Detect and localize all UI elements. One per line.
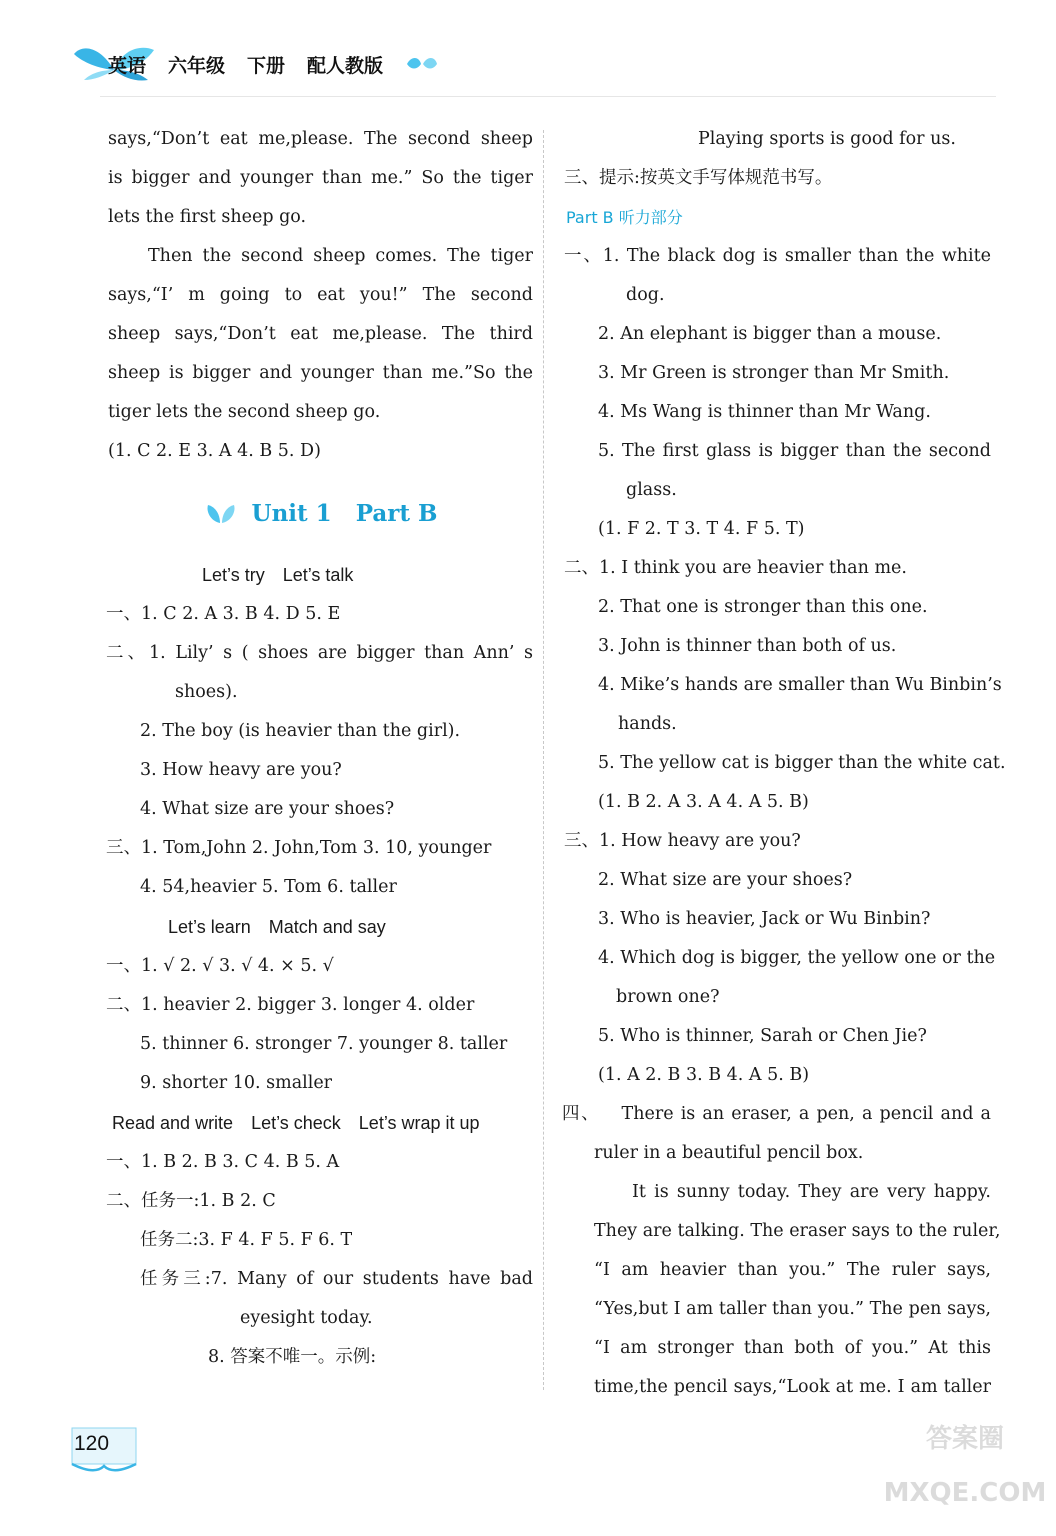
answer-line: 任务三:7. Many of our students have bad xyxy=(140,1269,533,1289)
section-label: Let’s check xyxy=(251,1113,341,1133)
watermark xyxy=(880,1412,1050,1530)
answer-line: 2. What size are your shoes? xyxy=(598,870,853,890)
answer-line: (1. F 2. T 3. T 4. F 5. T) xyxy=(598,519,805,539)
header-volume: 下册 xyxy=(247,54,286,77)
answer-line: 二、任务一:1. B 2. C xyxy=(106,1191,276,1211)
section-label: Let’s wrap it up xyxy=(358,1113,480,1133)
answer-line: 3. How heavy are you? xyxy=(140,760,342,780)
section-label: Match and say xyxy=(268,917,386,937)
answer-line: 4. What size are your shoes? xyxy=(140,799,395,819)
answer-line: 二、1. Lily’ s ( shoes are bigger than Ann’ s xyxy=(106,643,533,663)
answer-line: hands. xyxy=(618,714,677,734)
story-line: lets the first sheep go. xyxy=(108,207,307,227)
answer-line: 任务二:3. F 4. F 5. F 6. T xyxy=(140,1230,353,1250)
part-b-heading: Part B 听力部分 xyxy=(566,208,683,227)
answer-line: 4. 54,heavier 5. Tom 6. taller xyxy=(140,877,397,897)
story-line: is bigger and younger than me.” So the tiger xyxy=(108,168,533,188)
right-column xyxy=(562,120,1006,1407)
answer-line: 一、1. √ 2. √ 3. √ 4. × 5. √ xyxy=(106,956,334,976)
section-heading-read-write xyxy=(112,1103,533,1143)
answer-line: 一、1. B 2. B 3. C 4. B 5. A xyxy=(106,1152,340,1172)
section-heading-learn-match xyxy=(108,907,533,947)
column-divider xyxy=(543,130,544,1390)
story-line: Then the second sheep comes. The tiger xyxy=(148,246,533,266)
answer-line: 5. The first glass is bigger than the second xyxy=(598,441,991,461)
section-label: Let’s talk xyxy=(282,565,354,585)
leaf-ornament-icon xyxy=(405,55,439,73)
page-number: 120 xyxy=(74,1432,110,1455)
answer-line: eyesight today. xyxy=(240,1308,373,1328)
story-line: says,“I’ m going to eat you!” The second xyxy=(108,285,533,305)
answer-line: 5. thinner 6. stronger 7. younger 8. taller xyxy=(140,1034,508,1054)
header-rule xyxy=(100,96,996,97)
header-subject: 英语 xyxy=(108,54,147,77)
answer-line: 5. The yellow cat is bigger than the white cat. xyxy=(598,753,1006,773)
answer-line: 3. John is thinner than both of us. xyxy=(598,636,897,656)
story-line: time,the pencil says,“Look at me. I am taller xyxy=(594,1377,991,1397)
answer-line: 4. Which dog is bigger, the yellow one or the xyxy=(598,948,996,968)
unit-title: Unit 1 Part B xyxy=(251,499,438,527)
answer-line: shoes). xyxy=(175,682,238,702)
section-label: Read and write xyxy=(112,1113,234,1133)
answer-line: 二、1. heavier 2. bigger 3. longer 4. older xyxy=(106,995,475,1015)
story-answers: (1. C 2. E 3. A 4. B 5. D) xyxy=(108,441,321,461)
answer-line: 5. Who is thinner, Sarah or Chen Jie? xyxy=(598,1026,927,1046)
answer-line: dog. xyxy=(626,285,665,305)
page-header xyxy=(108,44,439,84)
story-line: “I am stronger than both of you.” At this xyxy=(594,1338,991,1358)
answer-line: 一、1. C 2. A 3. B 4. D 5. E xyxy=(106,604,341,624)
answer-line: 2. An elephant is bigger than a mouse. xyxy=(598,324,942,344)
answer-line: 3. Who is heavier, Jack or Wu Binbin? xyxy=(598,909,931,929)
answer-line: 8. 答案不唯一。示例: xyxy=(208,1347,377,1367)
story-line: “I am heavier than you.” The ruler says, xyxy=(594,1260,991,1280)
story-line: 四、 There is an eraser, a pen, a pencil and a xyxy=(562,1104,991,1124)
story-line: It is sunny today. They are very happy. xyxy=(632,1182,991,1202)
header-grade: 六年级 xyxy=(168,54,226,77)
answer-line: 2. That one is stronger than this one. xyxy=(598,597,928,617)
answer-line: Playing sports is good for us. xyxy=(698,129,956,149)
header-edition: 配人教版 xyxy=(307,54,384,77)
story-line: ruler in a beautiful pencil box. xyxy=(594,1143,864,1163)
story-line: sheep is bigger and younger than me.”So the xyxy=(108,363,533,383)
left-column xyxy=(108,120,533,1377)
answer-line: 三、1. Tom,John 2. John,Tom 3. 10, younger xyxy=(106,838,492,858)
answer-line: 9. shorter 10. smaller xyxy=(140,1073,333,1093)
watermark-text: 答案圈 MXQE.COM xyxy=(883,1424,1047,1508)
answer-line: (1. A 2. B 3. B 4. A 5. B) xyxy=(598,1065,810,1085)
answer-line: 二、1. I think you are heavier than me. xyxy=(564,558,907,578)
answer-line: 一、1. The black dog is smaller than the white xyxy=(564,246,991,266)
section-label: Let’s try xyxy=(202,565,265,585)
section-heading-try-talk xyxy=(108,555,533,595)
unit-heading xyxy=(108,471,533,555)
leaf-icon xyxy=(204,501,238,525)
answer-line: 2. The boy (is heavier than the girl). xyxy=(140,721,461,741)
story-line: tiger lets the second sheep go. xyxy=(108,402,381,422)
story-line: “Yes,but I am taller than you.” The pen says, xyxy=(594,1299,991,1319)
answer-line: 3. Mr Green is stronger than Mr Smith. xyxy=(598,363,950,383)
answer-line: glass. xyxy=(626,480,677,500)
answer-line: brown one? xyxy=(616,987,720,1007)
answer-line: 三、提示:按英文手写体规范书写。 xyxy=(564,168,833,188)
answer-line: (1. B 2. A 3. A 4. A 5. B) xyxy=(598,792,809,812)
story-line: sheep says,“Don’t eat me,please. The third xyxy=(108,324,533,344)
answer-line: 4. Mike’s hands are smaller than Wu Binbin’s xyxy=(598,675,1002,695)
story-line: says,“Don’t eat me,please. The second sheep xyxy=(108,129,533,149)
story-line: They are talking. The eraser says to the ruler, xyxy=(594,1221,1001,1241)
section-label: Let’s learn xyxy=(168,917,251,937)
answer-line: 4. Ms Wang is thinner than Mr Wang. xyxy=(598,402,931,422)
answer-line: 三、1. How heavy are you? xyxy=(564,831,801,851)
